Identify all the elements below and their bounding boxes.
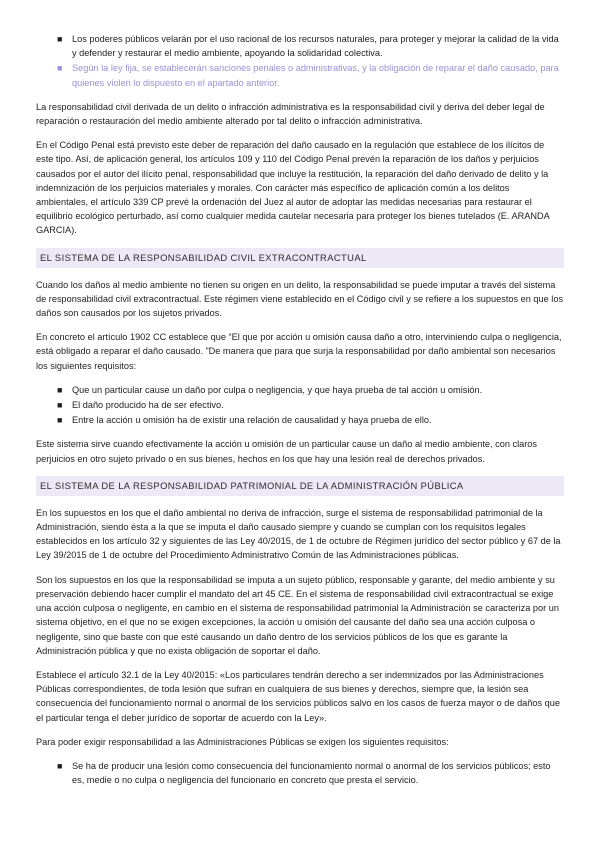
civil-paragraph-3: Este sistema sirve cuando efectivamente la acción u omisión de un particular cause un daño al medio ambiente, con claros perjuicios en otro sujeto privado o en sus bienes, hechos en los que hay una lesión real de derechos privados.	[36, 439, 537, 464]
list-item-text: El daño producido ha de ser efectivo.	[72, 400, 224, 411]
list-item-text: Entre la acción u omisión ha de existir una relación de causalidad y haya prueba de ello.	[72, 415, 432, 426]
list-item-text: Según la ley fija, se establecerán sanciones penales o administrativas, y la obligación de reparar el daño causado, para quienes violen lo dispuesto en el apartado anterior.	[72, 63, 559, 88]
patrimonial-paragraph-4: Para poder exigir responsabilidad a las Administraciones Públicas se exigen los siguientes requisitos:	[36, 736, 449, 747]
list-item	[36, 383, 564, 397]
list-item-text: Se ha de producir una lesión como consecuencia del funcionamiento normal o anormal de los servicios públicos; esto es, medie o no culpa o negligencia del funcionario en concreto que presta el servicio.	[72, 760, 551, 786]
intro-paragraph-2: En el Código Penal está previsto este deber de reparación del daño causado en la regulación que establece de los ilícitos de este tipo. Así, de aplicación general, los artículos 109 y 110 del Código Penal prevén la reparación de los daños y perjuicios causados por el autor del ilícito penal, responsabilidad que incluye la restitución, la reparación del daño derivado de delito y la indemnización de los perjuicios materiales y morales. Con carácter más específico de aplicación común a los delitos ambientales, el artículo 339 CP prevé la ordenación del Juez al autor de adoptar las medidas necesarias para restaurar el equilibrio ecológico perturbado, así como cualquier medida cautelar necesaria para proteger los bienes tutelados (E. ARANDA GARCIA).	[36, 140, 550, 236]
section-heading-patrimonial: EL SISTEMA DE LA RESPONSABILIDAD PATRIMONIAL DE LA ADMINISTRACIÓN PÚBLICA	[36, 476, 564, 496]
list-item	[36, 398, 564, 412]
civil-paragraph-2: En concreto el artículo 1902 CC establece que “El que por acción u omisión causa daño a otro, interviniendo culpa o negligencia, está obligado a reparar el daño causado. ”De manera que para que surja la responsabilidad por daño ambiental son necesarios los siguientes requisitos:	[36, 332, 562, 371]
bullet-icon: ■	[57, 63, 63, 74]
bullet-icon: ■	[57, 384, 63, 395]
bullet-icon: ■	[57, 400, 63, 411]
list-item-text: Que un particular cause un daño por culpa o negligencia, y que haya prueba de tal acción u omisión.	[72, 384, 483, 395]
intro-paragraph-1: La responsabilidad civil derivada de un delito o infracción administrativa es la responsabilidad civil y deriva del deber legal de reparación o restauración del medio ambiente alterado por tal delito o infracción administrativa.	[36, 101, 545, 127]
list-item-text: Los poderes públicos velarán por el uso racional de los recursos naturales, para proteger y mejorar la calidad de la vida y defender y restaurar el medio ambiente, apoyando la solidaridad colectiva.	[72, 34, 559, 59]
list-item	[36, 759, 564, 787]
list-item-highlighted	[36, 61, 564, 89]
patrimonial-paragraph-3: Establece el artículo 32.1 de la Ley 40/2015: «Los particulares tendrán derecho a ser indemnizados por las Administraciones Públicas correspondientes, de toda lesión que sufran en cualquiera de sus bienes y derechos, siempre que, la lesión sea consecuencia del funcionamiento normal o anormal de los servicios públicos salvo en los casos de fuerza mayor o de daños que el particular tenga el deber jurídico de soportar de acuerdo con la Ley».	[36, 669, 560, 723]
section-heading-civil: EL SISTEMA DE LA RESPONSABILIDAD CIVIL EXTRACONTRACTUAL	[36, 248, 564, 268]
top-bullet-list	[36, 32, 564, 90]
bullet-icon: ■	[57, 34, 63, 44]
civil-paragraph-1: Cuando los daños al medio ambiente no tienen su origen en un delito, la responsabilidad se puede imputar a través del sistema de responsabilidad civil extracontractual. Este régimen viene establecido en el Código civil y se refiere a los supuestos en que los daños son causados por los sujetos privados.	[36, 279, 564, 319]
patrimonial-paragraph-1: En los supuestos en los que el daño ambiental no deriva de infracción, surge el sistema de responsabilidad patrimonial de la Administración, siendo ésta a la que se imputa el daño causado siempre y cuando se cumplan con los requisitos legales establecidos en los artículo 32 y siguientes de las Ley 40/2015, de 1 de octubre de Régimen jurídico del sector público y 67 de la Ley 39/2015 de 1 de octubre del Procedimiento Administrativo Común de las Administraciones públicas.	[36, 507, 561, 561]
list-item	[36, 413, 564, 427]
list-item	[36, 32, 564, 60]
patrimonial-paragraph-2: Son los supuestos en los que la responsabilidad se imputa a un sujeto público, responsable y garante, del medio ambiente y su preservación debiendo hacer cumplir el mandato del art 45 CE. En el sistema de responsabilidad civil extracontractual se exige una acción culposa o negligente, en cambio en el sistema de responsabilidad patrimonial la Administración se caracteriza por un sistema objetivo, en el que no se exigen excepciones, la acción u omisión del causante del daño sea una acción culposa o negligente, sino que baste con que esté causando un daño dentro de los servicios públicos de los que es garante la Administración pública y que no exista obligación de soportar el daño.	[36, 574, 559, 656]
bullet-icon: ■	[57, 415, 63, 426]
bullet-icon: ■	[57, 760, 63, 771]
patrimonial-requirements-list	[36, 759, 564, 787]
civil-requirements-list	[36, 383, 564, 428]
